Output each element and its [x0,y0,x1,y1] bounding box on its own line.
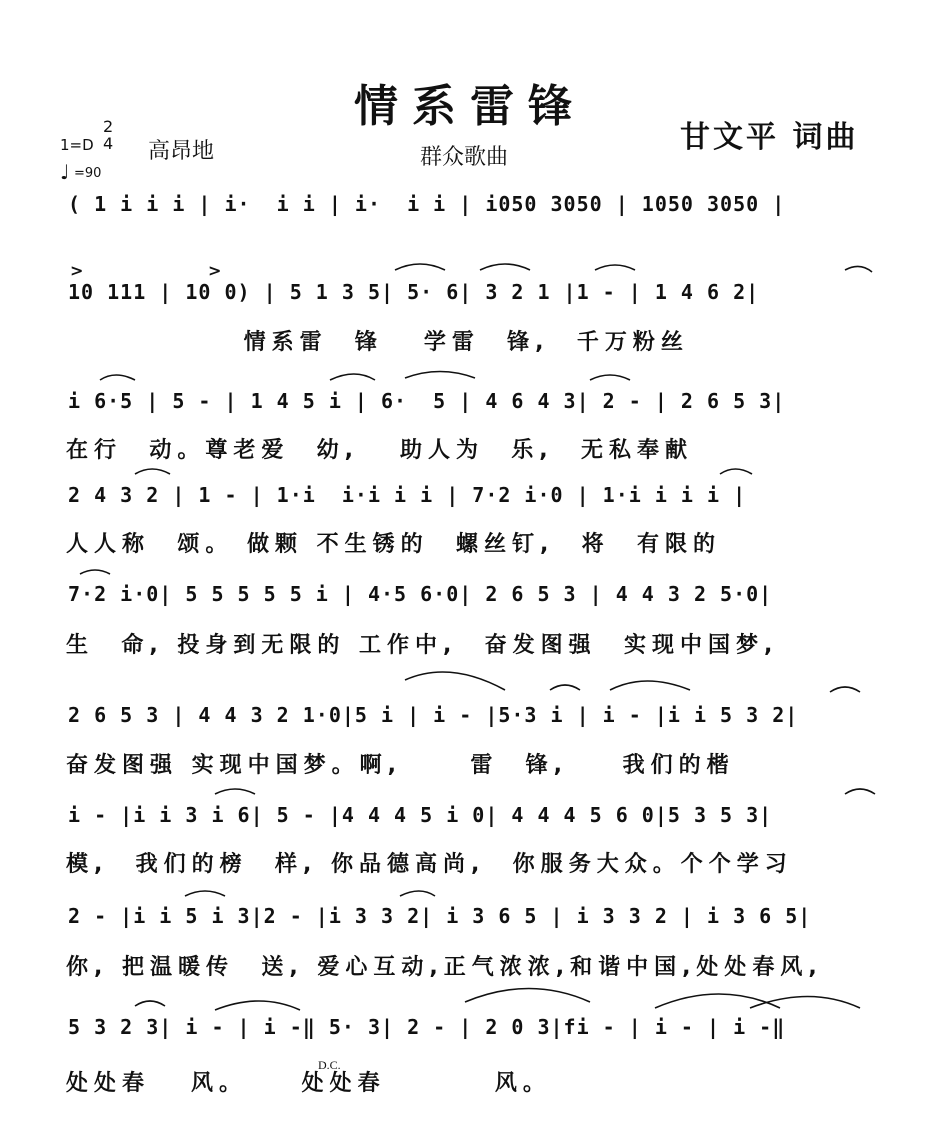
slur [405,672,505,690]
quarter-note-icon: ♩ [60,160,70,184]
slur [185,891,225,896]
slur [655,994,780,1008]
slur [100,375,135,380]
slur [720,469,752,474]
music-row-9: 5 3 2 3| i - | i -‖ 5· 3| 2 - | 2 0 3|fi - | i - | i -‖ [68,1015,786,1039]
lyric-row-6: 奋发图强 实现中国梦。啊, 雷 锋, 我们的楷 [66,753,735,778]
music-row-3: i 6·5 | 5 - | 1 4 5 i | 6· 5 | 4 6 4 3| 2 - | 2 6 5 3| [68,389,786,413]
slur [550,685,580,690]
music-row-4: 2 4 3 2 | 1 - | 1·i i·i i i | 7·2 i·0 | 1·i i i i | [68,483,747,507]
lyric-row-3: 在行 动。尊老爱 幼, 助人为 乐, 无私奉献 [66,438,693,463]
music-row-7: i - |i i 3 i 6| 5 - |4 4 4 5 i 0| 4 4 4 5 6 0|5 3 5 3| [68,803,773,827]
expression-marking: 高昂地 [148,139,215,164]
slur [595,265,635,270]
svg-text:>: > [70,261,84,280]
slur [135,469,170,474]
slur [215,789,255,794]
lyric-row-7: 模, 我们的榜 样, 你品德高尚, 你服务大众。个个学习 [66,852,793,877]
lyric-row-9: 处处春 风。 处处春 风。 [66,1071,551,1096]
music-row-6: 2 6 5 3 | 4 4 3 2 1·0|5 i | i - |5·3 i | i - |i i 5 3 2| [68,703,799,727]
slur [405,372,475,379]
lyric-row-2: 情系雷 锋 学雷 锋, 千万粉丝 [66,330,689,355]
meter-bottom: 4 [103,134,114,153]
tempo-marking: =90 [74,166,102,181]
slur [845,789,875,794]
slur [480,264,530,270]
slur [330,374,375,380]
slur [215,1001,300,1010]
slur [590,375,630,380]
song-genre: 群众歌曲 [420,145,509,170]
slur [135,1001,165,1006]
music-row-5: 7·2 i·0| 5 5 5 5 5 i | 4·5 6·0| 2 6 5 3 | 4 4 3 2 5·0| [68,582,773,606]
slur [395,264,445,270]
slur [465,989,590,1003]
key-signature: 1=D [60,136,94,154]
slur [750,997,860,1009]
music-row-1: ( 1 i i i | i· i i | i· i i | i050 3050 | 1050 3050 | [68,192,786,216]
lyric-row-5: 生 命, 投身到无限的 工作中, 奋发图强 实现中国梦, [66,633,779,658]
song-title: 情系雷锋 [354,81,586,132]
lyric-row-8: 你, 把温暖传 送, 爱心互动,正气浓浓,和谐中国,处处春风, [66,955,823,980]
svg-text:>: > [208,261,222,280]
slur [845,266,872,272]
meter-top: 2 [103,117,114,136]
da-capo-marking: D.C. [318,1058,341,1072]
music-row-8: 2 - |i i 5 i 3|2 - |i 3 3 2| i 3 6 5 | i 3 3 2 | i 3 6 5| [68,904,812,928]
music-row-2: 10 111 | 10 0) | 5 1 3 5| 5· 6| 3 2 1 |1 - | 1 4 6 2| [68,280,760,304]
slur [400,891,435,896]
slur [610,681,690,690]
slur [80,570,110,574]
author-credit: 甘文平 词曲 [680,120,859,155]
lyric-row-4: 人人称 颂。 做颗 不生锈的 螺丝钉, 将 有限的 [66,532,721,557]
slur [830,687,860,692]
